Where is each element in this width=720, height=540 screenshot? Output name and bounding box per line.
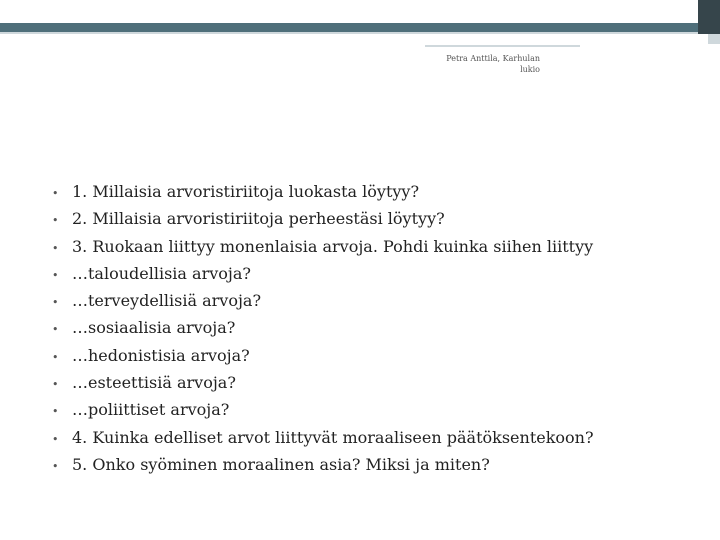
list-item [52,205,692,232]
list-item-text: …esteettisiä arvoja? [72,373,236,393]
bullet-icon: • [52,187,59,200]
bullet-icon: • [52,241,59,255]
top-decorative-line [0,32,698,34]
list-item-text: …poliittiset arvoja? [72,400,230,420]
list-item [52,287,692,314]
slide-header [400,53,540,75]
header-school: lukio [520,65,540,74]
list-item-text: 1. Millaisia arvoristiriitoja luokasta löytyy? [72,182,420,201]
bullet-icon: • [52,459,59,473]
bullet-icon: • [52,296,59,310]
list-item [52,342,692,369]
list-item-text: 3. Ruokaan liittyy monenlaisia arvoja. Pohdi kuinka siihen liittyy [72,236,594,256]
list-item [52,314,692,341]
list-item-text: …hedonistisia arvoja? [72,345,250,365]
list-item-text: 5. Onko syöminen moraalinen asia? Miksi ja miten? [72,454,490,474]
list-item [52,178,692,205]
list-item [52,396,692,423]
bullet-icon: • [52,323,59,337]
list-item [52,424,692,451]
list-item-text: …terveydellisiä arvoja? [72,291,262,311]
header-author: Petra Anttila, Karhulan [446,54,540,63]
list-item-text: …sosiaalisia arvoja? [72,318,236,338]
list-item [52,260,692,287]
bullet-icon: • [52,378,59,392]
bullet-icon: • [52,432,59,446]
bullet-icon: • [52,214,59,228]
list-item-text: 4. Kuinka edelliset arvot liittyvät moraaliseen päätöksentekoon? [72,427,594,447]
list-item [52,233,692,260]
list-item [52,451,692,478]
corner-decorative-block [698,0,720,34]
list-item-text: 2. Millaisia arvoristiriitoja perheestäsi löytyy? [72,209,445,229]
bullet-icon: • [52,405,59,419]
header-decorative-line [425,45,580,47]
list-item [52,369,692,396]
bullet-list [52,178,692,478]
top-decorative-band [0,23,698,32]
bullet-icon: • [52,350,59,364]
corner-decorative-block-light [708,34,720,44]
bullet-icon: • [52,268,59,282]
list-item-text: …taloudellisia arvoja? [72,263,251,283]
